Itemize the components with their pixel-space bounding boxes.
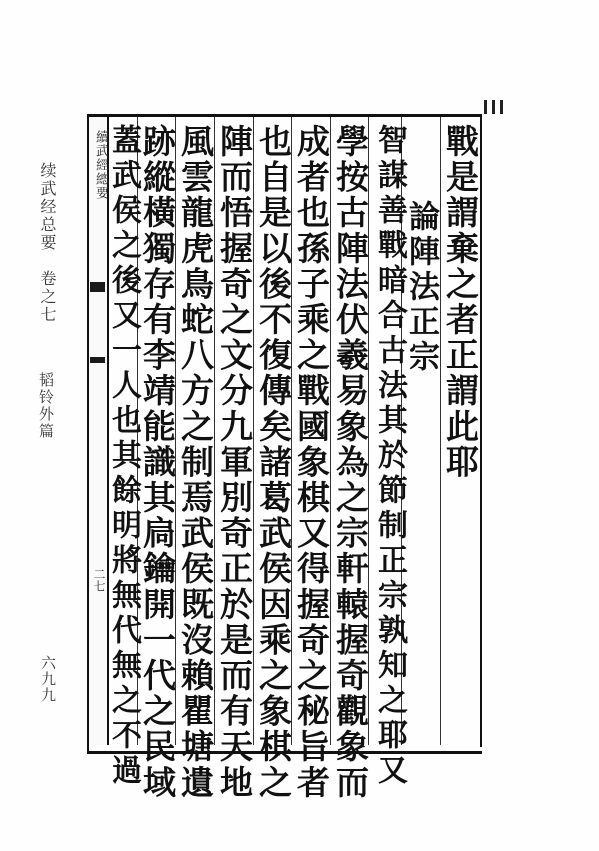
book-title: 续武经总要 xyxy=(38,162,57,252)
column-text: 風雲龍虎鳥蛇八方之制焉武侯既沒賴瞿塘遺 xyxy=(176,124,215,801)
column-text: 蓋武侯之後又一人也其餘明將無代無之不過 xyxy=(106,124,141,789)
corner-mark xyxy=(480,100,508,116)
column-text: 成者也孫子乘之戰國象棋又得握奇之秘旨者 xyxy=(292,124,331,801)
column-text: 陣而悟握奇之文分九軍別奇正於是而有天地 xyxy=(215,124,254,801)
column-text: 也自是以後不復傳矣諸葛武侯因乘之象棋之 xyxy=(254,124,293,801)
text-column xyxy=(214,124,254,801)
page-number: 六九九 xyxy=(39,655,57,703)
column-text: 跡縱橫獨存有李靖能識其扃鑰開一代之民域 xyxy=(138,124,177,801)
column-text: 學按古陣法伏羲易象為之宗軒轅握奇觀象而 xyxy=(331,124,370,801)
fold-center-leaf-number: 二七 xyxy=(92,568,106,592)
text-column xyxy=(330,124,370,801)
text-column xyxy=(440,124,480,738)
text-column xyxy=(291,124,331,801)
section-heading: 論陣法正宗 xyxy=(403,200,439,375)
section-label: 韬铃外篇 xyxy=(37,372,55,440)
text-column xyxy=(253,124,293,801)
column-text: 智謀善戰暗合古法其於節制正宗孰知之耶又 xyxy=(372,124,407,789)
text-column xyxy=(137,124,177,801)
text-column xyxy=(369,124,409,789)
fold-center-title: 續武經總要 xyxy=(93,130,108,200)
text-column xyxy=(106,124,141,789)
chapter-label: 卷之七 xyxy=(38,270,57,324)
frame-right-border xyxy=(480,114,482,747)
text-column xyxy=(175,124,215,801)
column-text: 戰是謂棄之者正謂此耶 xyxy=(441,124,480,480)
